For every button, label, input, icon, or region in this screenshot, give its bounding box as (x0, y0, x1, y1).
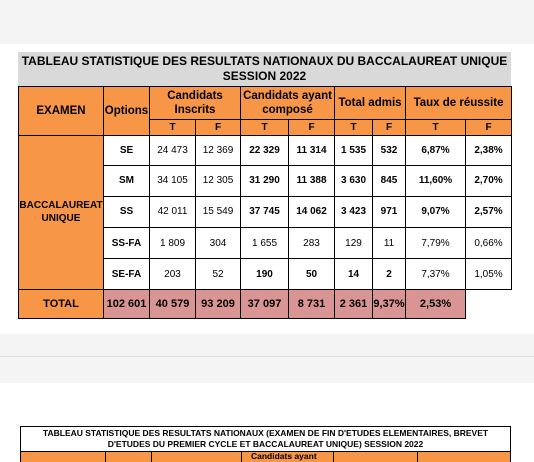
header-inscrits-line2: Inscrits (174, 103, 216, 116)
value-cell: 2 (373, 258, 406, 290)
table-row (19, 135, 512, 166)
header-inscrits-line1: Candidats (167, 89, 223, 102)
value-cell: 14 (335, 258, 373, 290)
value-cell: 304 (196, 228, 241, 259)
header-admis: Total admis (335, 87, 406, 120)
value-cell: 1 655 (241, 228, 289, 259)
option-cell: SE (104, 135, 150, 166)
value-cell: 3 423 (335, 196, 373, 228)
value-cell: 283 (289, 228, 335, 259)
value-cell: 7,79% (406, 228, 466, 259)
header-compose-line2: composé (262, 103, 313, 116)
value-cell: 11 388 (289, 166, 335, 197)
value-cell: 12 369 (196, 135, 241, 166)
value-cell: 1 535 (335, 135, 373, 166)
table2-title-line2: D'ETUDES DU PREMIER CYCLE ET BACCALAUREAT UNIQUE) SESSION 2022 (107, 439, 424, 449)
value-cell: 50 (289, 258, 335, 290)
table2-header-strip (20, 452, 511, 462)
subheader-taux-f: F (466, 119, 512, 135)
column-separator (333, 452, 334, 462)
subheader-inscrits-t: T (150, 119, 196, 135)
value-cell: 11 (373, 228, 406, 259)
value-cell: 190 (241, 258, 289, 290)
table1-title-line2: SESSION 2022 (222, 69, 307, 83)
value-cell: 42 011 (150, 196, 196, 228)
header-inscrits (150, 87, 241, 120)
table2-title (20, 426, 511, 452)
value-cell: 971 (373, 196, 406, 228)
subheader-admis-f: F (373, 119, 406, 135)
option-cell: SM (104, 166, 150, 197)
subheader-taux-t: T (406, 119, 466, 135)
value-cell: 2,70% (466, 166, 512, 197)
value-cell: 34 105 (150, 166, 196, 197)
value-cell: 129 (335, 228, 373, 259)
total-row (19, 290, 512, 319)
page-divider (0, 356, 534, 357)
value-cell: 2,38% (466, 135, 512, 166)
table2-title-line1: TABLEAU STATISTIQUE DES RESULTATS NATIONAUX (EXAMEN DE FIN D'ETUDES ELEMENTAIRES, BREVET (42, 428, 489, 438)
header-examen: EXAMEN (19, 87, 104, 136)
value-cell: 22 329 (241, 135, 289, 166)
subheader-inscrits-f: F (196, 119, 241, 135)
total-cell: 2 361 (335, 290, 373, 319)
group-line1: BACCALAUREAT (19, 200, 103, 212)
value-cell: 203 (150, 258, 196, 290)
value-cell: 11,60% (406, 166, 466, 197)
value-cell: 1 809 (150, 228, 196, 259)
value-cell: 15 549 (196, 196, 241, 228)
value-cell: 11 314 (289, 135, 335, 166)
header-compose-line1: Candidats ayant (243, 89, 332, 102)
total-cell: 8 731 (289, 290, 335, 319)
value-cell: 24 473 (150, 135, 196, 166)
value-cell: 7,37% (406, 258, 466, 290)
results-table (18, 86, 512, 319)
value-cell: 9,07% (406, 196, 466, 228)
value-cell: 2,57% (466, 196, 512, 228)
total-cell: 93 209 (196, 290, 241, 319)
total-label: TOTAL (19, 290, 104, 319)
option-cell: SE-FA (104, 258, 150, 290)
subheader-compose-f: F (289, 119, 335, 135)
value-cell: 845 (373, 166, 406, 197)
table1-title-line1: TABLEAU STATISTIQUE DES RESULTATS NATIONAUX DU BACCALAUREAT UNIQUE (21, 54, 508, 68)
option-cell: SS (104, 196, 150, 228)
column-separator (417, 452, 418, 462)
column-separator (105, 452, 106, 462)
value-cell: 532 (373, 135, 406, 166)
total-cell: 102 601 (104, 290, 150, 319)
column-separator (151, 452, 152, 462)
group-cell (19, 135, 104, 290)
value-cell: 52 (196, 258, 241, 290)
value-cell: 0,66% (466, 228, 512, 259)
group-line2: UNIQUE (41, 213, 81, 225)
table2-partial-header: Candidats ayant (251, 452, 317, 461)
header-compose (241, 87, 335, 120)
header-taux: Taux de réussite (406, 87, 512, 120)
column-separator (241, 452, 242, 462)
option-cell: SS-FA (104, 228, 150, 259)
value-cell: 37 745 (241, 196, 289, 228)
total-cell: 37 097 (241, 290, 289, 319)
value-cell: 14 062 (289, 196, 335, 228)
table1-title (18, 52, 511, 86)
header-options: Options (104, 87, 150, 136)
value-cell: 1,05% (466, 258, 512, 290)
value-cell: 31 290 (241, 166, 289, 197)
value-cell: 12 305 (196, 166, 241, 197)
total-cell: 2,53% (406, 290, 466, 319)
total-cell: 40 579 (150, 290, 196, 319)
value-cell: 6,87% (406, 135, 466, 166)
subheader-compose-t: T (241, 119, 289, 135)
value-cell: 3 630 (335, 166, 373, 197)
total-cell: 9,37% (373, 290, 406, 319)
subheader-admis-t: T (335, 119, 373, 135)
